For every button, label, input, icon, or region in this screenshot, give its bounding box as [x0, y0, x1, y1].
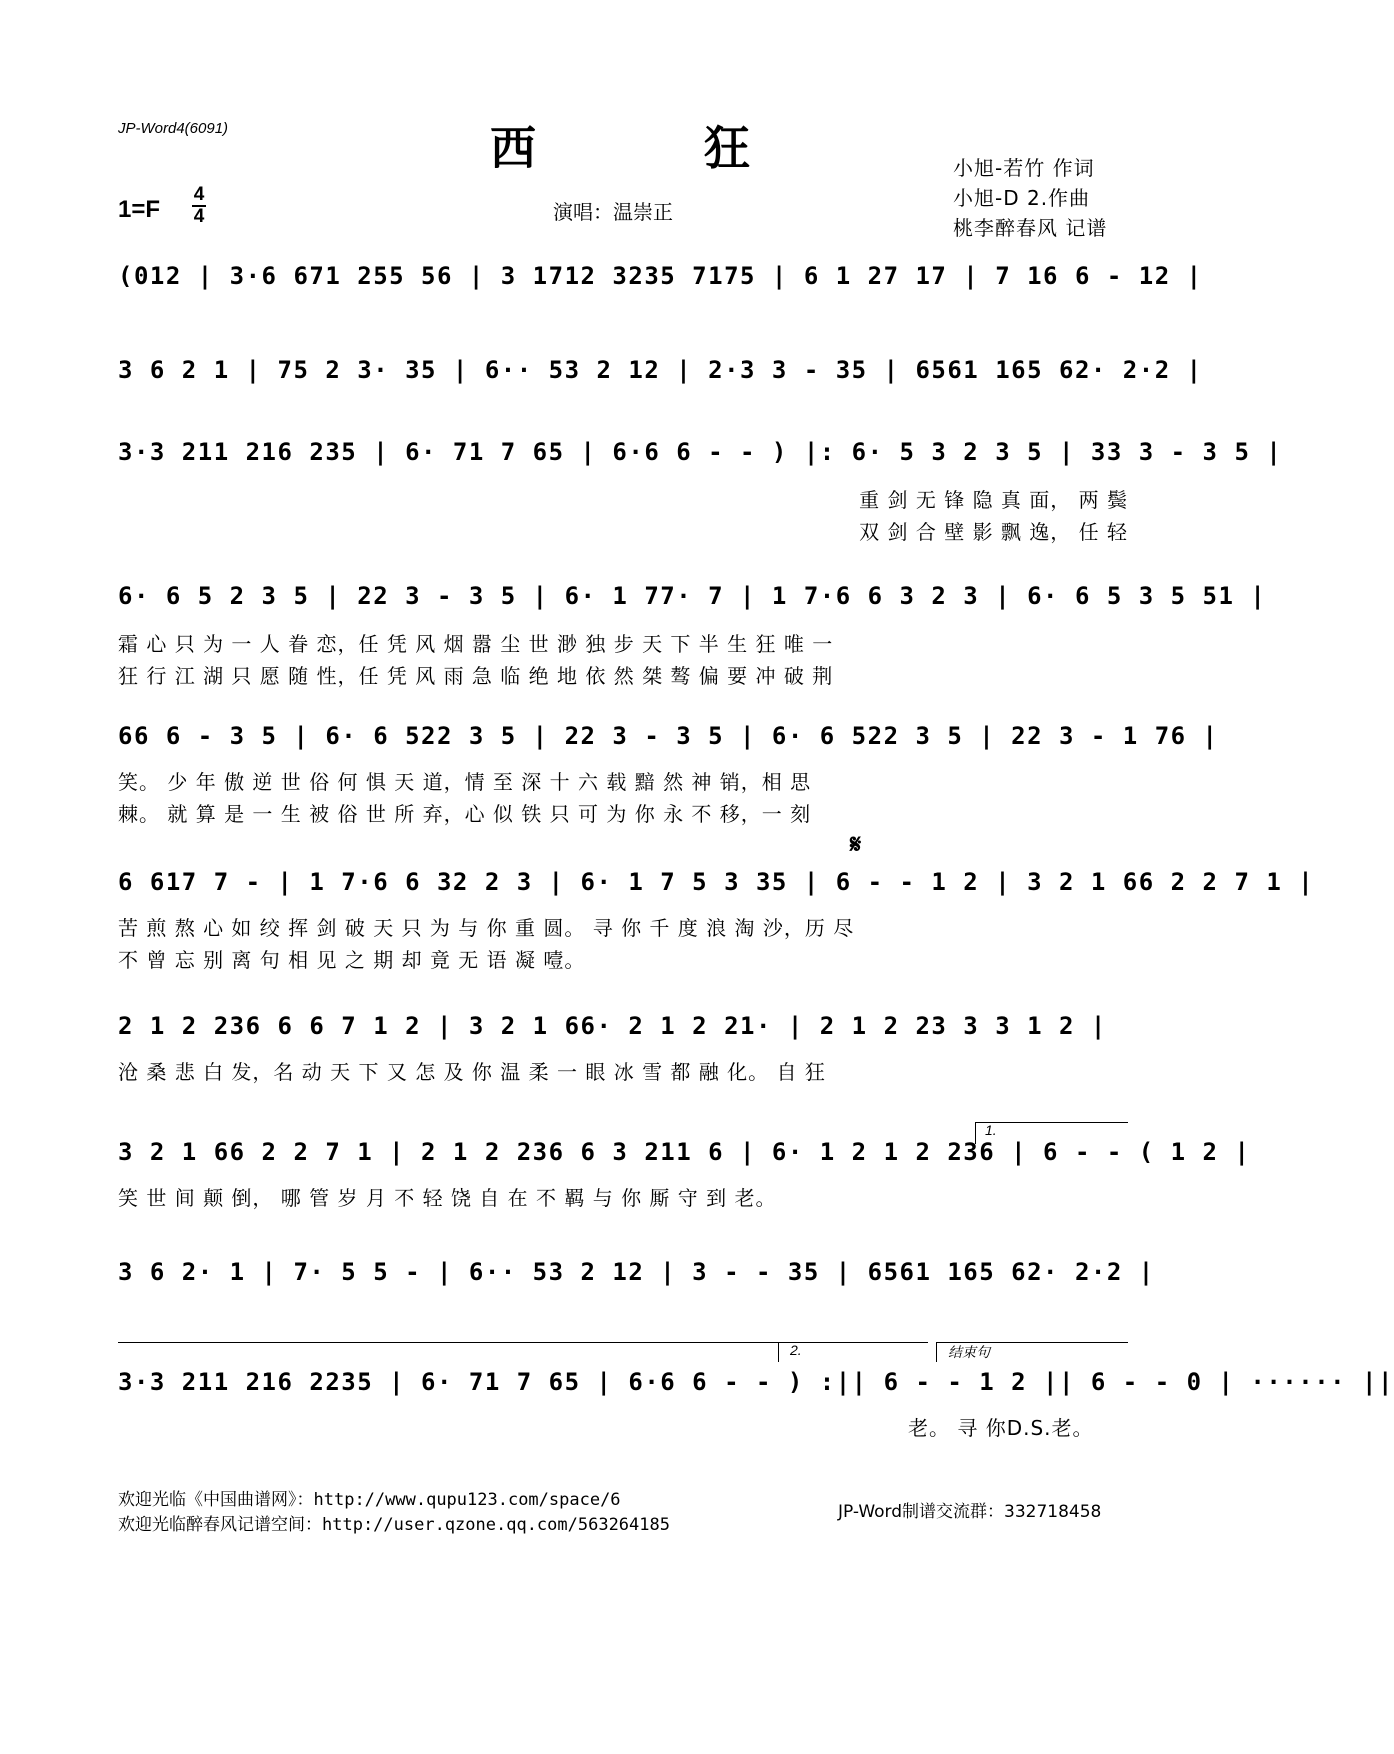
volta-2-hook: [778, 1342, 779, 1362]
lyric-verse-1: 苦 煎 熬 心 如 绞 挥 剑 破 天 只 为 与 你 重 圆。 寻 你 千 度 浪 淘 沙，历 尽: [118, 916, 855, 940]
lyric-verse-1: 笑 世 间 颠 倒， 哪 管 岁 月 不 轻 饶 自 在 不 羁 与 你 厮 守 到 老。: [118, 1186, 777, 1210]
time-sig-top: 4: [193, 184, 205, 205]
title-char-1: 西: [490, 121, 536, 175]
notation-line: 3·3 211 216 2235 | 6· 71 7 65 | 6·6 6 - - ) :|| 6 - - 1 2 || 6 - - 0 | ······ ||: [118, 1368, 1394, 1396]
time-signature: [192, 186, 206, 226]
notation-line: (012 | 3·6 671 255 56 | 3 1712 3235 7175 | 6 1 27 17 | 7 16 6 - 12 |: [118, 262, 1203, 290]
qzone-link[interactable]: http://user.qzone.qq.com/563264185: [322, 1515, 670, 1535]
credits-block: [953, 153, 1107, 243]
lyric-verse-1: 重 剑 无 锋 隐 真 面， 两 鬓: [859, 488, 1128, 512]
footer-line-1: [118, 1488, 670, 1513]
footer-line-2: [118, 1513, 670, 1538]
notation-line: 6 617 7 - | 1 7·6 6 32 2 3 | 6· 1 7 5 3 35 | 6 - - 1 2 | 3 2 1 66 2 2 7 1 |: [118, 868, 1315, 896]
volta-2-label: 2.: [790, 1342, 802, 1358]
lyricist-credit: 小旭-若竹 作词: [953, 156, 1095, 180]
lyric-verse-2: 棘。 就 算 是 一 生 被 俗 世 所 弃，心 似 铁 只 可 为 你 永 不 移，一 刻: [118, 802, 812, 826]
title-char-2: 狂: [704, 121, 750, 175]
footer-line-2-text: 欢迎光临醉春风记谱空间：: [118, 1515, 322, 1535]
notation-line: 6· 6 5 2 3 5 | 22 3 - 3 5 | 6· 1 77· 7 | 1 7·6 6 3 2 3 | 6· 6 5 3 5 51 |: [118, 582, 1267, 610]
qupu-link[interactable]: http://www.qupu123.com/space/6: [313, 1490, 621, 1510]
slur-span: [118, 1342, 778, 1343]
notation-line: 3 6 2· 1 | 7· 5 5 - | 6·· 53 2 12 | 3 - - 35 | 6561 165 62· 2·2 |: [118, 1258, 1155, 1286]
composer-credit: 小旭-D 2.作曲: [953, 186, 1091, 210]
notation-line: 3·3 211 216 235 | 6· 71 7 65 | 6·6 6 - - ) |: 6· 5 3 2 3 5 | 33 3 - 3 5 |: [118, 438, 1283, 466]
notation-line: 3 6 2 1 | 75 2 3· 35 | 6·· 53 2 12 | 2·3 3 - 35 | 6561 165 62· 2·2 |: [118, 356, 1203, 384]
lyric-verse-1: 霜 心 只 为 一 人 眷 恋，任 凭 风 烟 嚣 尘 世 渺 独 步 天 下 半 生 狂 唯 一: [118, 632, 834, 656]
coda-hook: [936, 1342, 937, 1362]
transcriber-credit: 桃李醉春风 记谱: [953, 216, 1108, 240]
segno-sign: 𝄋: [850, 830, 862, 860]
volta-1-bracket: [975, 1122, 1128, 1123]
lyric-verse-2: 狂 行 江 湖 只 愿 随 性，任 凭 风 雨 急 临 绝 地 依 然 桀 骜 偏 要 冲 破 荆: [118, 664, 834, 688]
notation-line: 3 2 1 66 2 2 7 1 | 2 1 2 236 6 3 211 6 | 6· 1 2 1 2 236 | 6 - - ( 1 2 |: [118, 1138, 1251, 1166]
lyric-verse-1: 老。 寻 你D.S.老。: [908, 1416, 1094, 1440]
lyric-verse-2: 不 曾 忘 别 离 句 相 见 之 期 却 竟 无 语 凝 噎。: [118, 948, 586, 972]
lyric-verse-1: 沧 桑 悲 白 发，名 动 天 下 又 怎 及 你 温 柔 一 眼 冰 雪 都 融 化。 自 狂: [118, 1060, 826, 1084]
volta-1-label: 1.: [985, 1122, 997, 1138]
time-sig-bottom: 4: [193, 206, 205, 227]
footer-links: [118, 1488, 670, 1538]
notation-line: 66 6 - 3 5 | 6· 6 522 3 5 | 22 3 - 3 5 | 6· 6 522 3 5 | 22 3 - 1 76 |: [118, 722, 1219, 750]
notation-line: 2 1 2 236 6 6 7 1 2 | 3 2 1 66· 2 1 2 21· | 2 1 2 23 3 3 1 2 |: [118, 1012, 1107, 1040]
lyric-verse-2: 双 剑 合 壁 影 飘 逸， 任 轻: [859, 520, 1128, 544]
coda-label: 结束句: [948, 1344, 990, 1360]
generator-label: JP-Word4(6091): [118, 120, 229, 137]
lyric-verse-1: 笑。 少 年 傲 逆 世 俗 何 惧 天 道，情 至 深 十 六 载 黯 然 神 销，相 思: [118, 770, 812, 794]
footer-line-1-text: 欢迎光临《中国曲谱网》：: [118, 1490, 314, 1510]
key-signature: 1=F: [118, 196, 161, 223]
singer-label: 演唱：温崇正: [553, 200, 673, 224]
song-title: [490, 112, 750, 178]
footer-group: JP-Word制谱交流群：332718458: [838, 1502, 1102, 1522]
